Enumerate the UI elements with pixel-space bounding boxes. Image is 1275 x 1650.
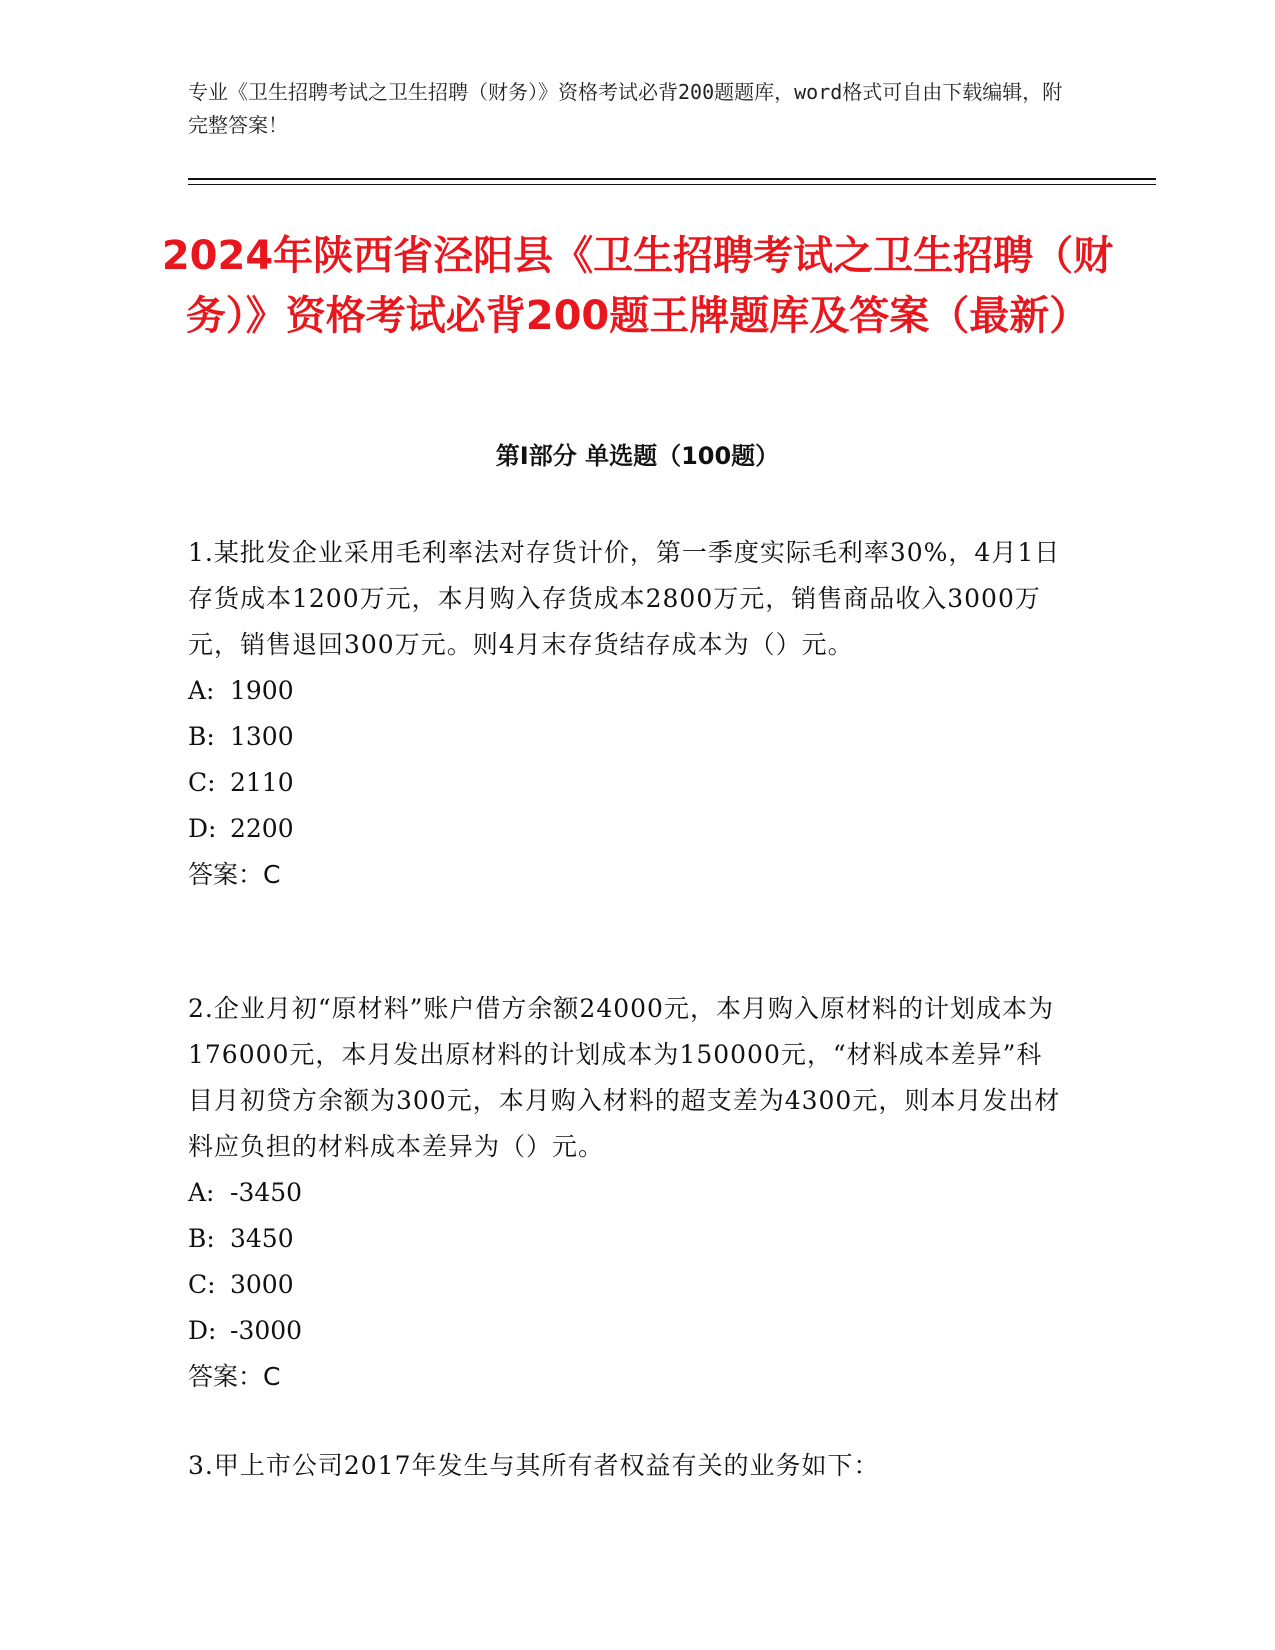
option-d: [188, 1308, 1068, 1354]
section-title: 第I部分 单选题（100题）: [495, 442, 780, 470]
option-a: [188, 1170, 1068, 1216]
option-d: [188, 806, 1068, 852]
option-text: -3450: [230, 1178, 303, 1207]
answer: 答案：C: [188, 860, 281, 889]
document-title: 2024年陕西省泾阳县《卫生招聘考试之卫生招聘（财务）》资格考试必背200题王牌题库及答案（最新）: [161, 233, 1114, 339]
option-b: [188, 714, 1068, 760]
option-letter: A:: [188, 676, 215, 705]
question-1: [188, 530, 1068, 898]
option-text: 3000: [230, 1270, 294, 1299]
option-a: [188, 668, 1068, 714]
option-letter: D:: [188, 814, 217, 843]
option-letter: D:: [188, 1316, 217, 1345]
header-divider-thick: [188, 178, 1156, 180]
option-c: [188, 760, 1068, 806]
option-text: 2200: [230, 814, 294, 843]
option-text: 1300: [230, 722, 294, 751]
option-c: [188, 1262, 1068, 1308]
question-3: [188, 1443, 1068, 1489]
option-letter: A:: [188, 1178, 215, 1207]
option-letter: C:: [188, 1270, 216, 1299]
question-2: [188, 986, 1068, 1400]
question-stem: 2.企业月初“原材料”账户借方余额24000元，本月购入原材料的计划成本为176000元，本月发出原材料的计划成本为150000元，“材料成本差异”科目月初贷方余额为300元，本月购入材料的超支差为4300元，则本月发出材料应负担的材料成本差异为（）元。: [188, 994, 1061, 1161]
header-divider-thin: [188, 184, 1156, 185]
option-text: 3450: [230, 1224, 294, 1253]
option-letter: C:: [188, 768, 216, 797]
option-text: 1900: [230, 676, 294, 705]
option-letter: B:: [188, 1224, 215, 1253]
option-b: [188, 1216, 1068, 1262]
option-letter: B:: [188, 722, 215, 751]
question-stem: 1.某批发企业采用毛利率法对存货计价，第一季度实际毛利率30%，4月1日存货成本1200万元，本月购入存货成本2800万元，销售商品收入3000万元，销售退回300万元。则4月末存货结存成本为（）元。: [188, 538, 1061, 659]
question-stem: 3.甲上市公司2017年发生与其所有者权益有关的业务如下：: [188, 1451, 880, 1480]
answer: 答案：C: [188, 1362, 281, 1391]
option-text: 2110: [230, 768, 294, 797]
option-text: -3000: [230, 1316, 303, 1345]
header-note: 专业《卫生招聘考试之卫生招聘（财务）》资格考试必背200题题库，word格式可自由下载编辑，附完整答案！: [188, 80, 1063, 137]
